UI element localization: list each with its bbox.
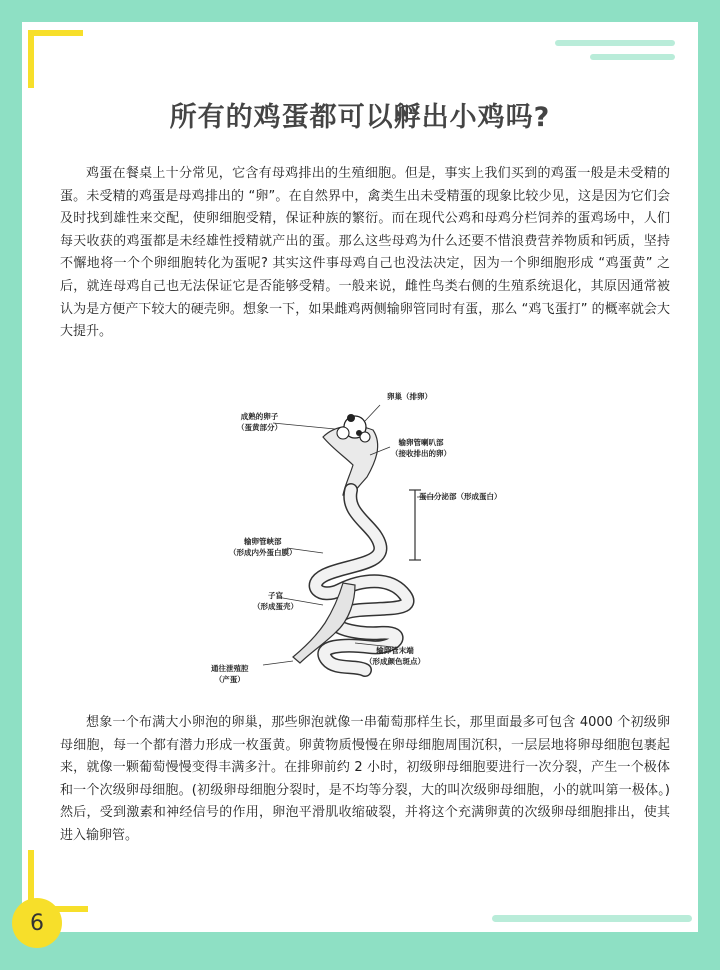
label-mature-egg-line1: 成熟的卵子 [240, 412, 279, 421]
label-infundibulum-line2: （接收排出的卵） [391, 449, 451, 458]
page-title: 所有的鸡蛋都可以孵出小鸡吗? [169, 102, 551, 133]
stripe-decoration [590, 54, 675, 60]
corner-decoration [28, 30, 83, 36]
label-isthmus-line2: （形成内外蛋白膜） [229, 548, 297, 557]
label-isthmus [229, 536, 297, 558]
label-ovary: 卵巢（排卵） [387, 392, 432, 401]
page-number-badge: 6 [12, 898, 62, 948]
label-isthmus-line1: 输卵管峡部 [244, 537, 282, 546]
label-uterus-line2: （形成蛋壳） [253, 602, 298, 611]
label-infundibulum-line1: 输卵管喇叭部 [398, 438, 444, 447]
label-infundibulum [391, 437, 451, 459]
label-cloaca-line2: （产蛋） [214, 675, 245, 684]
paragraph-2: 想象一个布满大小卵泡的卵巢，那些卵泡就像一串葡萄那样生长，那里面最多可包含 4000 个初级卵母细胞，每一个都有潜力形成一枚蛋黄。卵黄物质慢慢在卵母细胞周围沉积，一层层地将卵母细胞包裹起来，就像一颗葡萄慢慢变得丰满多汁。在排卵前约 2 小时，初级卵母细胞要进行一次分裂，产生一个极体和一个次级卵母细胞。(初级卵母细胞分裂时，是不均等分裂，大的叫次级卵母细胞，小的就叫第一极体。) 然后，受到激素和神经信号的作用，卵泡平滑肌收缩破裂，并将这个充满卵黄的次级卵母细胞排出，使其进入输卵管。 [60, 715, 670, 843]
label-mature-egg-line2: （蛋黄部分） [237, 423, 282, 432]
ovary-icon [337, 414, 370, 442]
label-uterus [253, 590, 298, 612]
label-cloaca-line1: 通往泄殖腔 [211, 664, 249, 673]
label-cloaca [211, 663, 249, 685]
stripe-decoration [492, 915, 692, 922]
label-vagina-line2: （形成颜色斑点） [365, 657, 425, 666]
oviduct-diagram [205, 385, 535, 700]
label-uterus-line1: 子宫 [268, 591, 283, 600]
corner-decoration [28, 30, 34, 88]
label-vagina [365, 645, 425, 667]
label-mature-egg [237, 411, 282, 433]
label-vagina-line1: 输卵管末端 [376, 646, 414, 655]
paragraph-1: 鸡蛋在餐桌上十分常见，它含有母鸡排出的生殖细胞。但是，事实上我们买到的鸡蛋一般是未受精的蛋。未受精的鸡蛋是母鸡排出的 “卵”。在自然界中，禽类生出未受精蛋的现象比较少见，这是因为它们会及时找到雄性来交配，使卵细胞受精，保证种族的繁衍。而在现代公鸡和母鸡分栏饲养的蛋鸡场中，人们每天收获的鸡蛋都是未经雄性授精就产出的蛋。那么这些母鸡为什么还要不惜浪费营养物质和钙质，坚持不懈地将一个个卵细胞转化为蛋呢? 其实这件事母鸡自己也没法决定，因为一个卵细胞形成 “鸡蛋黄” 之后，就连母鸡自己也无法保证它是否能够受精。一般来说，雌性鸟类右侧的生殖系统退化，其原因通常被认为是方便产下较大的硬壳卵。想象一下，如果雌鸡两侧输卵管同时有蛋，那么 “鸡飞蛋打” 的概率就会大大提升。 [60, 166, 670, 340]
label-magnum: 蛋白分泌部（形成蛋白） [419, 492, 502, 501]
stripe-decoration [555, 40, 675, 46]
